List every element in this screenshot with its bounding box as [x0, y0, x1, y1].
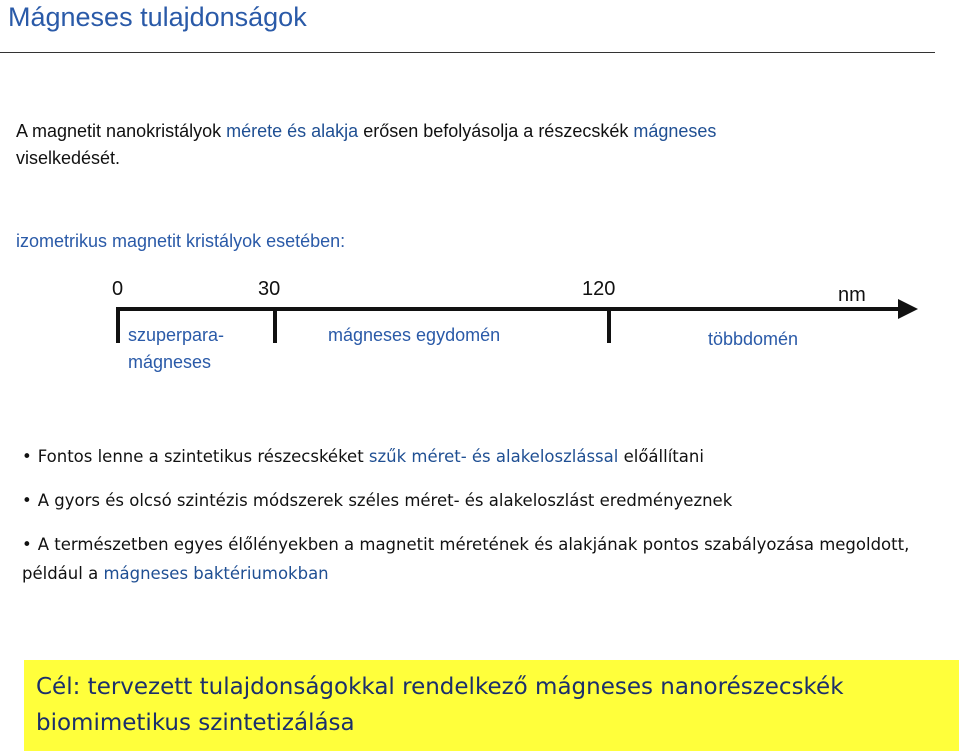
bullet-dot-icon: • — [22, 491, 32, 510]
intro-text-1: A magnetit nanokristályok — [16, 121, 227, 141]
intro-highlight-size-shape: mérete és alakja — [226, 121, 359, 141]
intro-text-3: viselkedését. — [16, 148, 121, 168]
bullet-text: A természetben egyes élőlényekben a magnetit méretének és alakjának pontos szabályozása megoldott, például a — [22, 535, 910, 583]
bullet-item — [22, 486, 932, 515]
tick-label-120: 120 — [582, 278, 616, 300]
region-multi-domain: többdomén — [708, 329, 799, 349]
bullet-text: Fontos lenne a szintetikus részecskéket — [37, 447, 369, 466]
region-superparamagnetic-line1: szuperpara- — [128, 325, 225, 345]
title-divider — [0, 52, 935, 53]
axis-arrow-icon — [898, 299, 918, 319]
tick-label-0: 0 — [112, 278, 124, 300]
region-superparamagnetic — [128, 322, 224, 376]
region-superparamagnetic-line2: mágneses — [128, 352, 212, 372]
goal-text: tervezett tulajdonságokkal rendelkező mágneses nanorészecskék biomimetikus szintetizálása — [36, 674, 844, 736]
intro-paragraph — [16, 118, 916, 172]
bullet-text: előállítani — [618, 447, 704, 466]
bullet-list — [22, 442, 932, 603]
goal-highlight-box — [24, 660, 959, 751]
region-single-domain: mágneses egydomén — [328, 325, 501, 345]
goal-label: Cél: — [36, 674, 81, 700]
page-title: Mágneses tulajdonságok — [8, 2, 307, 32]
bullet-text: A gyors és olcsó szintézis módszerek széles méret- és alakeloszlást eredményeznek — [37, 491, 733, 510]
bullet-highlight: szűk méret- és alakeloszlással — [368, 447, 619, 466]
unit-label-nm: nm — [838, 284, 866, 306]
bullet-item — [22, 442, 932, 471]
bullet-highlight: mágneses baktériumokban — [103, 564, 329, 583]
intro-highlight-magnetic: mágneses — [633, 121, 717, 141]
bullet-item — [22, 530, 932, 588]
tick-label-30: 30 — [258, 278, 281, 300]
bullet-dot-icon: • — [22, 447, 32, 466]
bullet-dot-icon: • — [22, 535, 32, 554]
intro-text-2: erősen befolyásolja a részecskék — [358, 121, 634, 141]
scale-subheading: izometrikus magnetit kristályok esetében: — [16, 231, 346, 251]
